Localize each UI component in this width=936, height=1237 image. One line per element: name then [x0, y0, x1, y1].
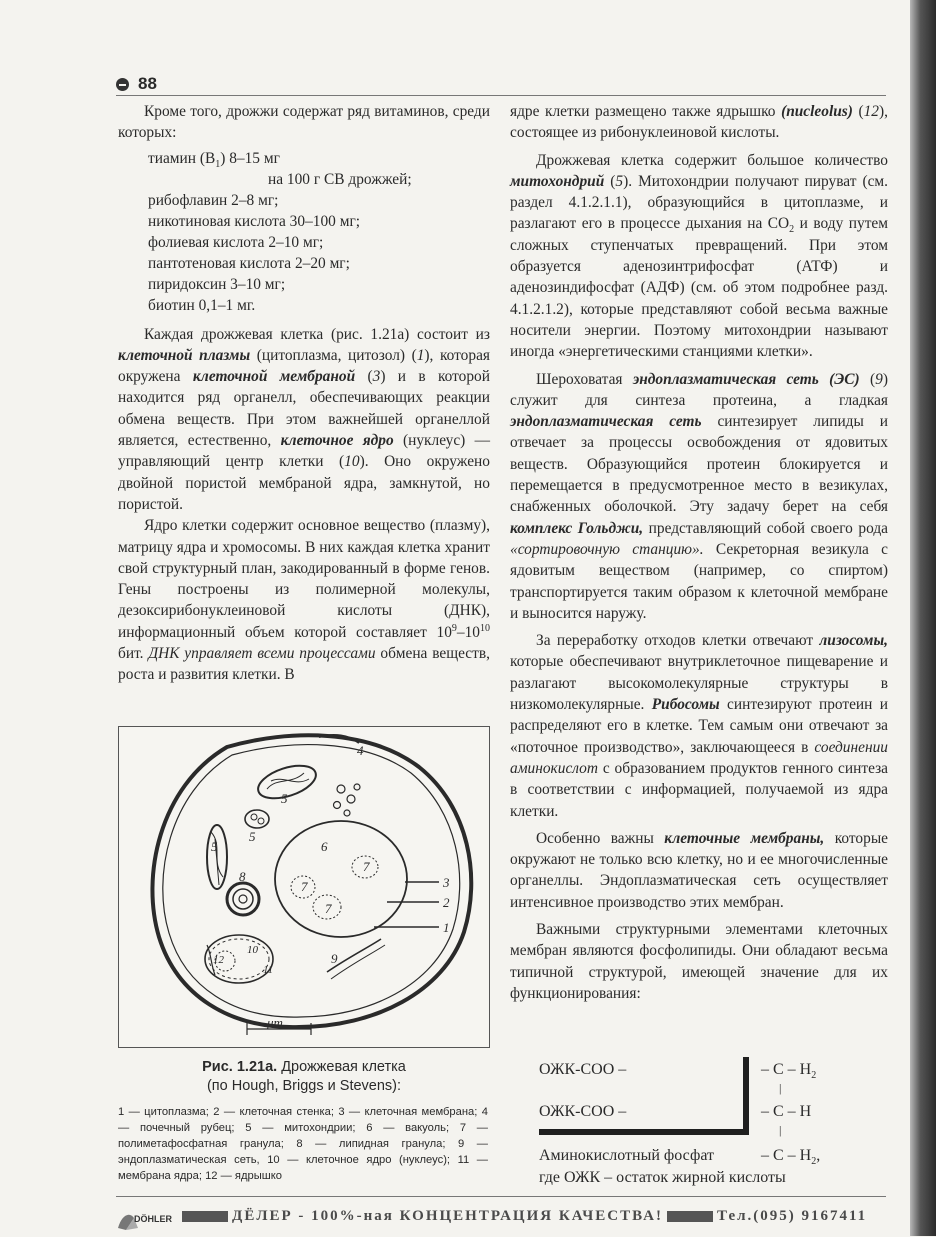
formula-ch2-bottom: – С – $Н_2$,: [761, 1147, 821, 1168]
figure-legend: 1 — цитоплазма; 2 — клеточная стенка; 3 — клеточная мембрана; 4 — почечный рубец; 5 — митохондрии; 6 — вакуоль; 7 — полиметафосфатная гранула; 8 — липидная гранула; 9 — эндоплазматическая сеть, 10 — клеточное ядро (нуклеус); 11 — мембрана ядра; 12 — ядрышко: [118, 1106, 488, 1182]
footer: [116, 1208, 896, 1232]
term-cell-membrane: клеточной мембраной: [192, 368, 356, 386]
right-column: [510, 101, 888, 1004]
label-5: 5: [211, 839, 218, 854]
figure-caption: Рис. 1.21а. Дрожжевая клетка (по Hough, Briggs и Stevens):: [202, 1059, 406, 1094]
paragraph-membranes: Особенно важны клеточные мембраны, которые окружают не только всю клетку, но и ее многочисленные органеллы. Эндоплазматическая сеть осуществляет интенсивное производство этих мембран.: [510, 829, 888, 911]
fatty-acid-1: ОЖК-СОО –: [539, 1061, 627, 1078]
label-5: 5: [281, 791, 288, 806]
label-4: 4: [357, 743, 364, 758]
dohler-logo: DÖHLER: [116, 1210, 174, 1230]
formula-bracket: [743, 1057, 749, 1135]
term-cell-plasma: клеточной плазмы: [118, 346, 251, 364]
formula-bracket: [539, 1129, 749, 1135]
vitamin-item: пиридоксин 3–10 мг;: [148, 275, 286, 293]
figure-labels: [119, 727, 489, 1047]
label-12: 12: [213, 954, 224, 966]
vitamin-list: [148, 148, 490, 316]
page-edge-shadow: [910, 0, 936, 1236]
header-rule: [116, 95, 886, 96]
paragraph-nucleus: Ядро клетки содержит основное вещество (плазму), матрицу ядра и хромосомы. В них каждая клетка хранит свой структурный план, закодированный в форме генов. Гены построены из полимерной молекулы, дезоксирибонуклеиновой кислоты (ДНК), информационный объем которой составляет $10^9-10^{10}$ бит. ДНК управляет всеми процессами обмена веществ, роста и развития клетки. В: [118, 517, 490, 684]
formula-note: где ОЖК – остаток жирной кислоты: [539, 1169, 786, 1186]
label-6: 6: [321, 839, 328, 854]
left-column: [118, 101, 490, 686]
label-10: 10: [247, 944, 258, 956]
label-7: 7: [325, 901, 332, 916]
vitamin-item: никотиновая кислота 30–100 мг;: [148, 212, 361, 230]
paragraph-phospholipids: Важными структурными элементами клеточных мембран являются фосфолипиды. Они обладают весьма типичной структурой, имеющей значение для их функционирования:: [510, 920, 888, 1002]
vitamin-item: на 100 г СВ дрожжей;: [268, 170, 412, 188]
vitamin-item: биотин 0,1–1 мг.: [148, 296, 256, 314]
label-8: 8: [239, 869, 246, 884]
label-11: 11: [263, 964, 274, 976]
vitamin-item: тиамин $(В_1)$ 8–15 мг: [148, 149, 280, 170]
amino-phosphate: Аминокислотный фосфат: [539, 1147, 714, 1164]
vitamin-item: пантотеновая кислота 2–20 мг;: [148, 254, 350, 272]
label-7: 7: [363, 859, 370, 874]
formula-ch-middle: – С – Н: [761, 1103, 812, 1120]
paragraph-er: Шероховатая эндоплазматическая сеть (ЭС) (9) служит для синтеза протеина, а гладкая эндоплазматическая сеть синтезирует липиды и отвечает за процессы освобождения от ядовитых веществ. Образующийся протеин блокируется и перемещается в предусмотренное место в везикулах, снабженных оболочкой. Эту задачу берет на себя комплекс Гольджи, представляющий собой своего рода «сортировочную станцию». Секреторная везикула с ядовитым веществом (например, со спиртом) транспортируется таким образом к клеточной мембране и выносится наружу.: [510, 370, 888, 622]
vitamin-item: фолиевая кислота 2–10 мг;: [148, 233, 324, 251]
label-7: 7: [301, 879, 308, 894]
label-3: 3: [443, 875, 450, 890]
fatty-acid-2: ОЖК-СОО –: [539, 1103, 627, 1120]
formula-ch2-top: – С – $Н_2$: [761, 1061, 817, 1082]
vitamin-item: рибофлавин 2–8 мг;: [148, 191, 279, 209]
footer-slogan: ДЁЛЕР - 100%-ная КОНЦЕНТРАЦИЯ КАЧЕСТВА! Тел.(095) 9167411: [178, 1208, 867, 1225]
footer-rule: [116, 1196, 886, 1197]
phospholipid-formula: ОЖК-СОО – ОЖК-СОО – – С – $Н_2$ | – С – Н | Аминокислотный фосфат – С – $Н_2$, где ОЖК – остаток жирной кислоты: [535, 1055, 895, 1205]
label-5: 5: [249, 829, 256, 844]
label-9: 9: [331, 951, 338, 966]
label-2: 2: [443, 895, 450, 910]
footer-phone: Тел.(095) 9167411: [717, 1208, 868, 1224]
page-header: [116, 74, 886, 94]
paragraph-mitochondria: Дрожжевая клетка содержит большое количество митохондрий (5). Митохондрии получают пируват (см. раздел 4.1.2.1.1), образующийся в цитоплазме, и разлагают его в процессе дыхания на $СО_2$ и воду путем сложных ступенчатых превращений. При этом образуется аденозинтрифосфат (АТФ) и аденозиндифосфат (АДФ) (см. об этом подробнее разд. 4.1.2.1.2), которые представляют собой весьма важные носители энергии. Поэтому митохондрии называют иногда «энергетическими станциями клетки».: [510, 151, 889, 361]
page-number: 88: [138, 74, 157, 93]
paragraph-lysosomes: За переработку отходов клетки отвечают лизосомы, которые обеспечивают внутриклеточное пищеварение и разлагают высокомолекулярные структуры в низкомолекулярные. Рибосомы синтезируют протеин и распределяют его в клетке. Тем самым они отвечают за «поточное производство», заключающееся в соединении аминокислот с образованием продуктов генного синтеза в соответствии с информацией, получаемой из ядра клетки.: [510, 632, 889, 820]
yeast-cell-figure: [118, 726, 490, 1048]
label-1: 1: [443, 920, 450, 935]
scale-label: μm: [267, 1015, 283, 1030]
term-nucleus: клеточное ядро: [280, 432, 394, 450]
paragraph-intro: Кроме того, дрожжи содержат ряд витаминов, среди которых:: [118, 103, 490, 142]
paragraph-cell-structure: Каждая дрожжевая клетка (рис. 1.21а) состоит из клеточной плазмы (цитоплазма, цитозол) (1), которая окружена клеточной мембраной (3) и в которой находится ряд органелл, обеспечивающих реакции обмена веществ. При этом важнейшей органеллой является, естественно, клеточное ядро (нуклеус) — управляющий центр клетки (10). Оно окружено двойной пористой мембраной ядра, замкнутой, но пористой.: [118, 325, 490, 513]
page-bullet-icon: [116, 78, 129, 91]
paragraph-nucleolus: ядре клетки размещено также ядрышко (nucleolus) (12), состоящее из рибонуклеиновой кислоты.: [510, 103, 888, 142]
